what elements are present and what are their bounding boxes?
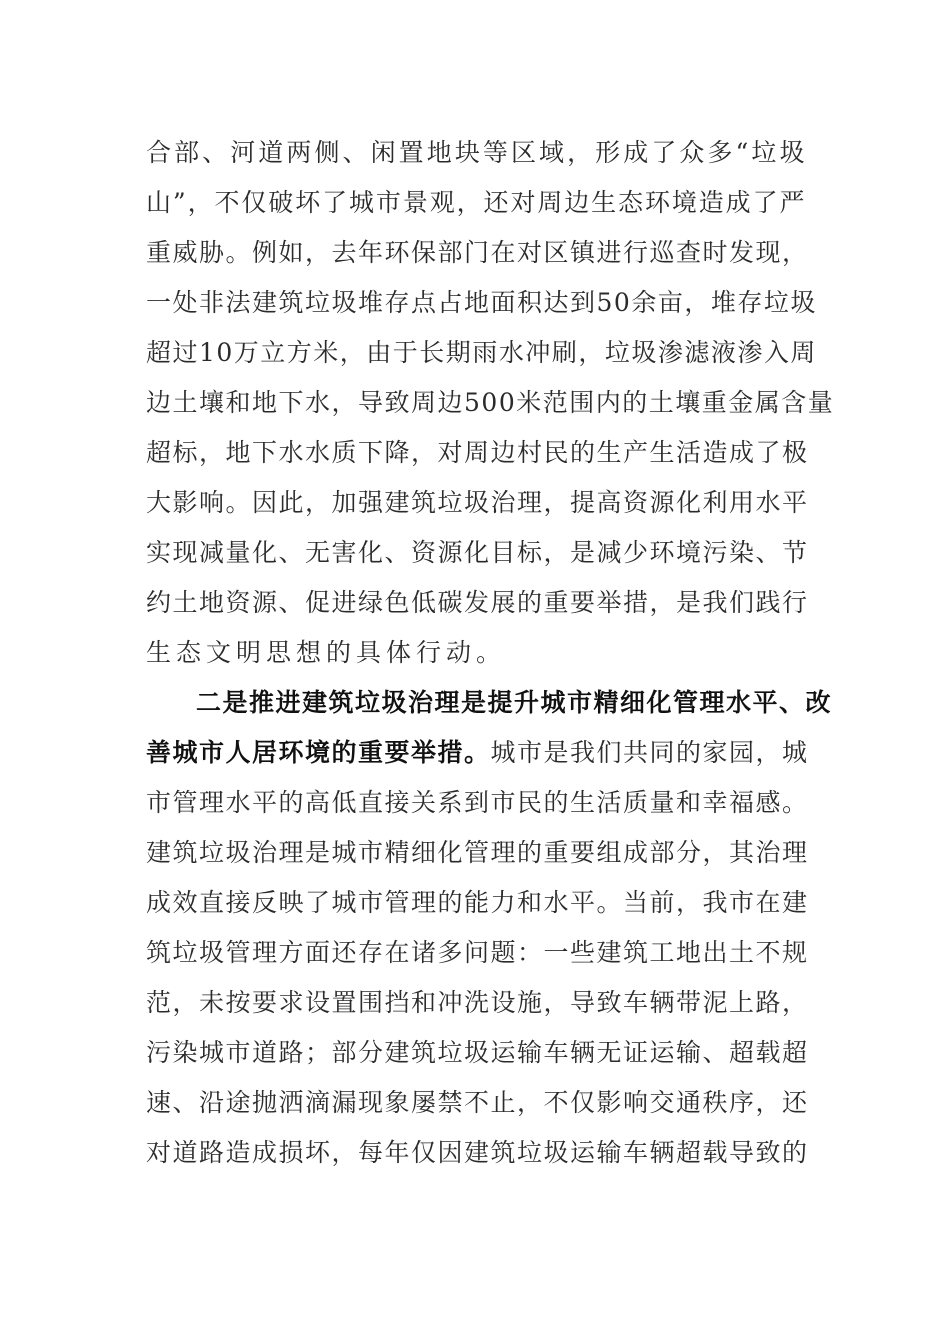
- paragraph-2-line: 污染城市道路；部分建筑垃圾运输车辆无证运输、超载超: [146, 1038, 809, 1067]
- paragraph-1-line: 生态文明思想的具体行动。: [146, 638, 507, 667]
- paragraph-2-line: [146, 728, 809, 778]
- paragraph-2-line: 速、沿途抛洒滴漏现象屡禁不止，不仅影响交通秩序，还: [146, 1088, 809, 1117]
- paragraph-1-line: 边土壤和地下水，导致周边500米范围内的土壤重金属含量: [146, 388, 835, 417]
- paragraph-1-line: 重威胁。例如，去年环保部门在对区镇进行巡查时发现，: [146, 238, 809, 267]
- paragraph-1-line: 约土地资源、促进绿色低碳发展的重要举措，是我们践行: [146, 588, 809, 617]
- paragraph-1-line: 实现减量化、无害化、资源化目标，是减少环境污染、节: [146, 538, 809, 567]
- paragraph-2-heading-end: 善城市人居环境的重要举措。: [146, 738, 491, 767]
- paragraph-2-line: 对道路造成损坏，每年仅因建筑垃圾运输车辆超载导致的: [146, 1138, 809, 1167]
- paragraph-2-line: 范，未按要求设置围挡和冲洗设施，导致车辆带泥上路，: [146, 988, 809, 1017]
- paragraph-1-line: 超过10万立方米，由于长期雨水冲刷，垃圾渗滤液渗入周: [146, 338, 817, 367]
- paragraph-1-line: 超标，地下水水质下降，对周边村民的生产生活造成了极: [146, 438, 809, 467]
- paragraph-2-line-rest: 城市是我们共同的家园，城: [490, 738, 809, 767]
- paragraph-1-line: 大影响。因此，加强建筑垃圾治理，提高资源化利用水平: [146, 488, 809, 517]
- paragraph-2-line: 市管理水平的高低直接关系到市民的生活质量和幸福感。: [146, 788, 809, 817]
- paragraph-2-line: 成效直接反映了城市管理的能力和水平。当前，我市在建: [146, 888, 809, 917]
- paragraph-1-line: 合部、河道两侧、闲置地块等区域，形成了众多“垃圾: [146, 138, 806, 167]
- paragraph-2-line: 筑垃圾管理方面还存在诸多问题：一些建筑工地出土不规: [146, 938, 809, 967]
- paragraph-1-line: 一处非法建筑垃圾堆存点占地面积达到50余亩，堆存垃圾: [146, 288, 817, 317]
- paragraph-2-heading-line: 二是推进建筑垃圾治理是提升城市精细化管理水平、改: [196, 688, 833, 717]
- paragraph-1-line: 山”，不仅破坏了城市景观，还对周边生态环境造成了严: [146, 188, 806, 217]
- paragraph-2-line: 建筑垃圾治理是城市精细化管理的重要组成部分，其治理: [146, 838, 809, 867]
